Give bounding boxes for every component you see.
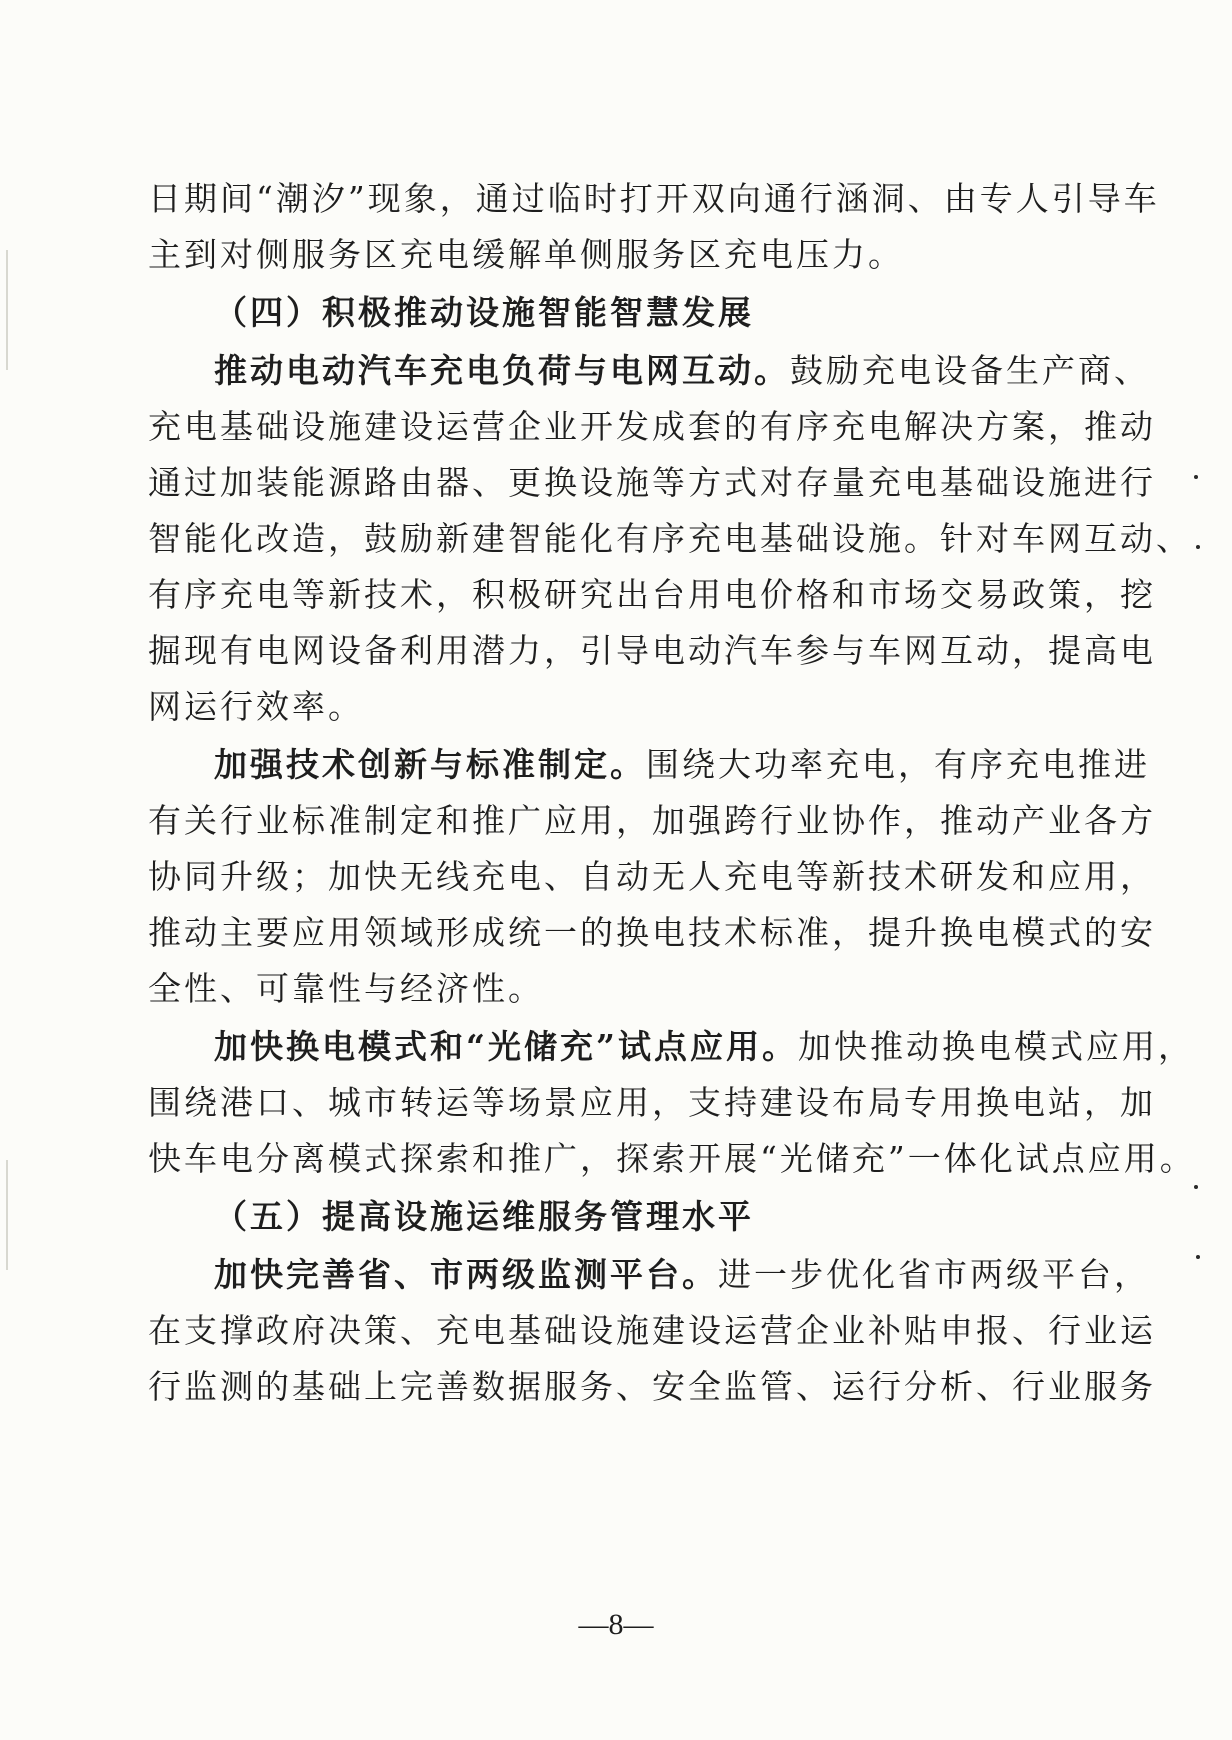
body-line: 掘现有电网设备利用潜力，引导电动汽车参与车网互动，提高电 bbox=[148, 631, 1156, 670]
scan-edge-mark bbox=[6, 1160, 8, 1270]
body-line: 有序充电等新技术，积极研究出台用电价格和市场交易政策，挖 bbox=[148, 575, 1156, 614]
paragraph-text: 进一步优化省市两级平台， bbox=[718, 1255, 1150, 1294]
paragraph-topic: 加快完善省、市两级监测平台。 bbox=[214, 1255, 718, 1294]
body-line: 充电基础设施建设运营企业开发成套的有序充电解决方案，推动 bbox=[148, 407, 1156, 446]
paragraph-text: 围绕大功率充电，有序充电推进 bbox=[646, 745, 1150, 784]
section-heading-5: （五）提高设施运维服务管理水平 bbox=[214, 1197, 754, 1236]
scan-speck bbox=[1196, 545, 1200, 549]
body-line: 行监测的基础上完善数据服务、安全监管、运行分析、行业服务 bbox=[148, 1367, 1156, 1406]
scan-speck bbox=[1194, 1185, 1198, 1189]
scan-speck bbox=[1194, 475, 1198, 479]
body-line: 快车电分离模式探索和推广，探索开展“光储充”一体化试点应用。 bbox=[148, 1139, 1196, 1178]
body-line: 通过加装能源路由器、更换设施等方式对存量充电基础设施进行 bbox=[148, 463, 1156, 502]
body-line: 推动主要应用领域形成统一的换电技术标准，提升换电模式的安 bbox=[148, 913, 1156, 952]
body-line-2: 主到对侧服务区充电缓解单侧服务区充电压力。 bbox=[148, 235, 904, 274]
body-line: 协同升级；加快无线充电、自动无人充电等新技术研发和应用， bbox=[148, 857, 1156, 896]
paragraph-text: 鼓励充电设备生产商、 bbox=[790, 351, 1150, 390]
paragraph-topic: 加快换电模式和“光储充”试点应用。 bbox=[214, 1027, 798, 1066]
body-line: 全性、可靠性与经济性。 bbox=[148, 969, 544, 1008]
body-line: 网运行效率。 bbox=[148, 687, 364, 726]
paragraph-text: 加快推动换电模式应用， bbox=[797, 1027, 1194, 1066]
body-line-1: 日期间“潮汐”现象，通过临时打开双向通行涵洞、由专人引导车 bbox=[148, 179, 1160, 218]
page-number: —8— bbox=[578, 1608, 654, 1641]
section-heading-4: （四）积极推动设施智能智慧发展 bbox=[214, 293, 754, 332]
body-line: 有关行业标准制定和推广应用，加强跨行业协作，推动产业各方 bbox=[148, 801, 1156, 840]
body-line: 在支撑政府决策、充电基础设施建设运营企业补贴申报、行业运 bbox=[148, 1311, 1156, 1350]
body-line: 智能化改造，鼓励新建智能化有序充电基础设施。针对车网互动、 bbox=[148, 519, 1192, 558]
scan-edge-mark bbox=[6, 250, 8, 370]
body-line: 围绕港口、城市转运等场景应用，支持建设布局专用换电站，加 bbox=[148, 1083, 1156, 1122]
paragraph-topic: 加强技术创新与标准制定。 bbox=[214, 745, 646, 784]
paragraph-topic: 推动电动汽车充电负荷与电网互动。 bbox=[214, 351, 790, 390]
scan-speck bbox=[1196, 1255, 1200, 1259]
